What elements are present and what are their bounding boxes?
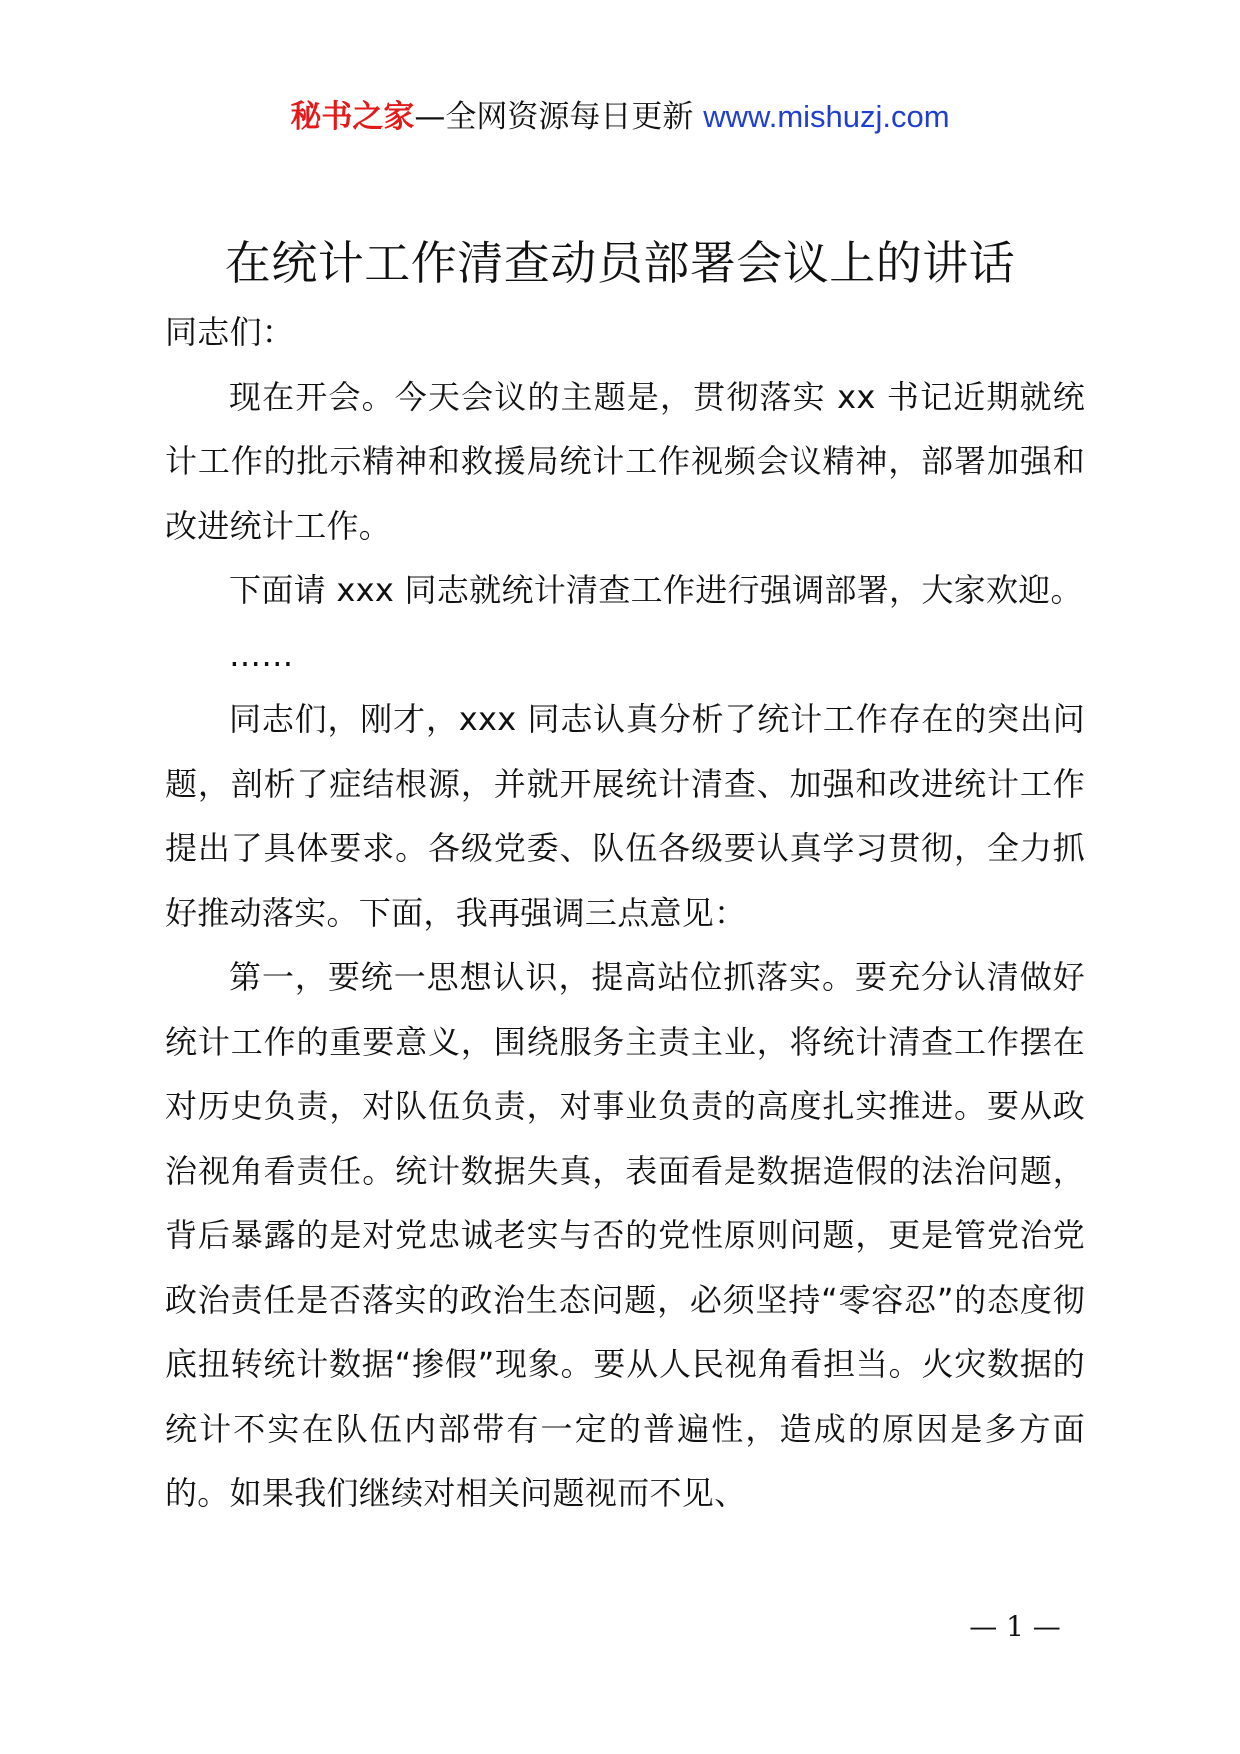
site-header <box>0 98 1240 136</box>
site-brand: 秘书之家 <box>290 99 415 135</box>
paragraph-summary: 同志们，刚才，xxx 同志认真分析了统计工作存在的突出问题，剖析了症结根源，并就开展统计清查、加强和改进统计工作提出了具体要求。各级党委、队伍各级要认真学习贯彻，全力抓好推动落实。下面，我再强调三点意见： <box>165 700 1085 932</box>
paragraph-point-one: 第一，要统一思想认识，提高站位抓落实。要充分认清做好统计工作的重要意义，围绕服务主责主业，将统计清查工作摆在对历史负责，对队伍负责，对事业负责的高度扎实推进。要从政治视角看责任。统计数据失真，表面看是数据造假的法治问题，背后暴露的是对党忠诚老实与否的党性原则问题，更是管党治党政治责任是否落实的政治生态问题，必须坚持“零容忍”的态度彻底扭转统计数据“掺假”现象。要从人民视角看担当。火灾数据的统计不实在队伍内部带有一定的普遍性，造成的原因是多方面的。如果我们继续对相关问题视而不见、 <box>165 958 1085 1512</box>
paragraph-opening: 现在开会。今天会议的主题是，贯彻落实 xx 书记近期就统计工作的批示精神和救援局统计工作视频会议精神，部署加强和改进统计工作。 <box>165 377 1085 545</box>
document-body <box>165 300 1085 1526</box>
site-tagline: —全网资源每日更新 <box>414 99 704 135</box>
paragraph-invitation: 下面请 xxx 同志就统计清查工作进行强调部署，大家欢迎。 <box>229 571 1083 609</box>
paragraph-ellipsis: …… <box>229 635 294 674</box>
site-url-link[interactable]: www.mishuzj.com <box>703 99 950 134</box>
salutation: 同志们： <box>165 313 295 351</box>
page-number: — 1 — <box>969 1610 1061 1643</box>
document-title: 在统计工作清查动员部署会议上的讲话 <box>224 236 1016 290</box>
